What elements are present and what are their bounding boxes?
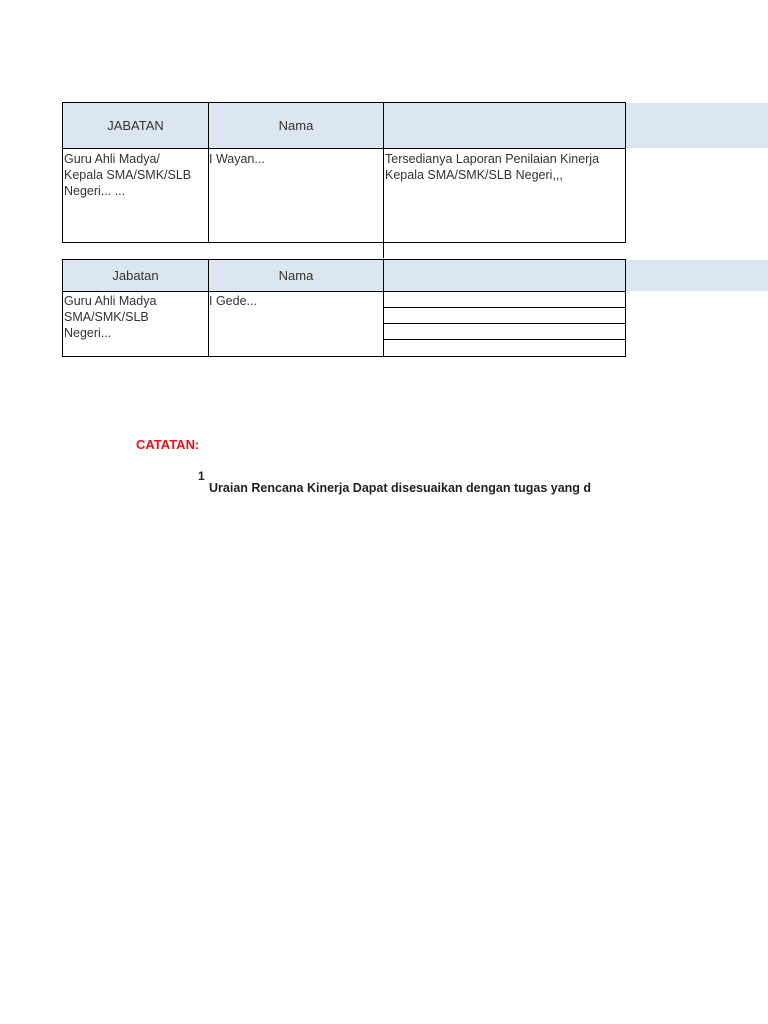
cell-jabatan: Guru Ahli Madya SMA/SMK/SLB Negeri... bbox=[64, 294, 157, 340]
catatan-item-number: 1 bbox=[198, 469, 205, 483]
cell-jabatan: Guru Ahli Madya/ Kepala SMA/SMK/SLB Negeri... ... bbox=[64, 152, 192, 198]
table-border bbox=[208, 259, 209, 357]
header-jabatan: JABATAN bbox=[107, 117, 164, 133]
header-nama: Nama bbox=[278, 267, 314, 283]
table-border bbox=[384, 339, 626, 340]
table-border bbox=[383, 259, 384, 357]
table-border bbox=[62, 102, 63, 243]
table-border bbox=[63, 259, 626, 260]
table-border bbox=[63, 242, 626, 243]
table-border bbox=[208, 102, 209, 243]
catatan-title: CATATAN: bbox=[136, 437, 200, 452]
table-border bbox=[63, 291, 626, 292]
table-border bbox=[62, 259, 63, 357]
table-border bbox=[625, 259, 626, 357]
table-border bbox=[384, 307, 626, 308]
header-nama: Nama bbox=[278, 117, 314, 133]
cell-uraian-kinerja: Tersedianya Laporan Penilaian Kinerja Kepala SMA/SMK/SLB Negeri,,, bbox=[385, 152, 600, 182]
catatan-item-text: Uraian Rencana Kinerja Dapat disesuaikan dengan tugas yang d bbox=[209, 481, 592, 495]
table-border bbox=[383, 102, 384, 258]
table-border bbox=[63, 356, 626, 357]
table-border bbox=[625, 102, 626, 243]
table-border bbox=[384, 323, 626, 324]
cell-nama: I Wayan... bbox=[209, 152, 265, 166]
table-border bbox=[63, 148, 626, 149]
cell-nama: I Gede... bbox=[209, 294, 257, 308]
header-jabatan: Jabatan bbox=[112, 267, 159, 283]
table-border bbox=[63, 102, 626, 103]
